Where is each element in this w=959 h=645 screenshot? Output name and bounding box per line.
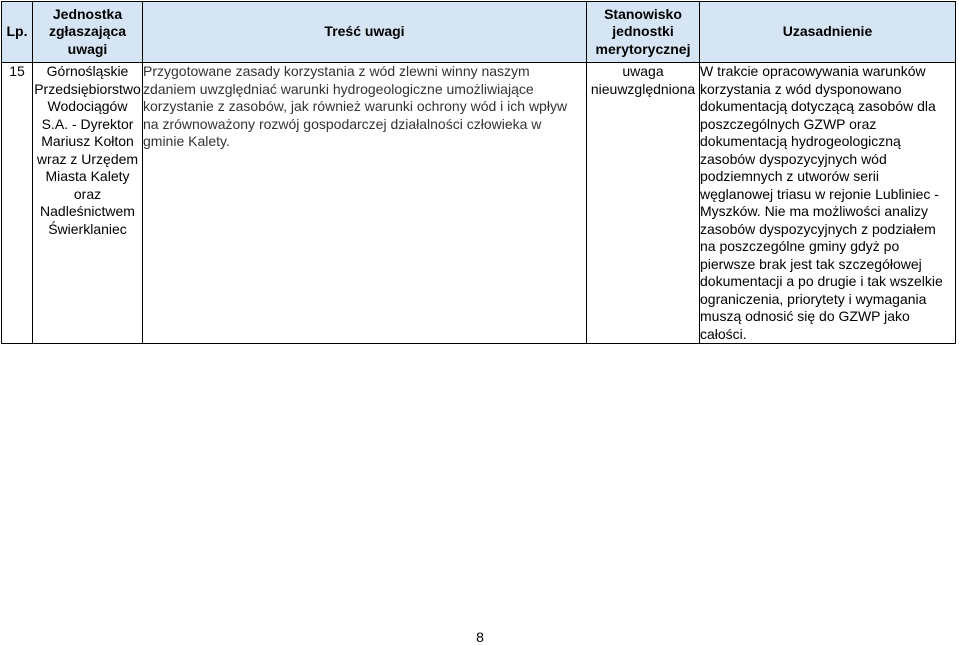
header-lp: Lp.: [2, 2, 33, 63]
cell-submitter: Górnośląskie Przedsiębiorstwo Wodociągów S.A. - Dyrektor Mariusz Kołton wraz z Urzędem Miasta Kalety oraz Nadleśnictwem Świerklaniec: [33, 63, 143, 344]
cell-status: uwaga nieuwzględniona: [587, 63, 700, 344]
cell-content: Przygotowane zasady korzystania z wód zlewni winny naszym zdaniem uwzględniać warunki hydrogeologiczne umożliwiające korzystanie z zasobów, jak również warunki ochrony wód i ich wpływ na zrównoważony rozwój gospodarczej działalności człowieka w gminie Kalety.: [143, 63, 587, 344]
header-justification: Uzasadnienie: [700, 2, 956, 63]
header-submitter: Jednostka zgłaszająca uwagi: [33, 2, 143, 63]
header-status: Stanowisko jednostki merytorycznej: [587, 2, 700, 63]
comments-table: [1, 1, 956, 344]
cell-lp: 15: [2, 63, 33, 344]
cell-justification: W trakcie opracowywania warunków korzystania z wód dysponowano dokumentacją dotyczącą zasobów dla poszczególnych GZWP oraz dokumentacją hydrogeologiczną zasobów dyspozycyjnych wód podziemnych z utworów serii węglanowej triasu w rejonie Lubliniec - Myszków. Nie ma możliwości analizy zasobów dyspozycyjnych z podziałem na poszczególne gminy gdyż po pierwsze brak jest tak szczegółowej dokumentacji a po drugie i tak wszelkie ograniczenia, priorytety i wymagania muszą odnosić się do GZWP jako całości.: [700, 63, 956, 344]
table-row: [2, 63, 956, 344]
page-number: 8: [476, 629, 484, 645]
header-row: [2, 2, 956, 63]
header-content: Treść uwagi: [143, 2, 587, 63]
